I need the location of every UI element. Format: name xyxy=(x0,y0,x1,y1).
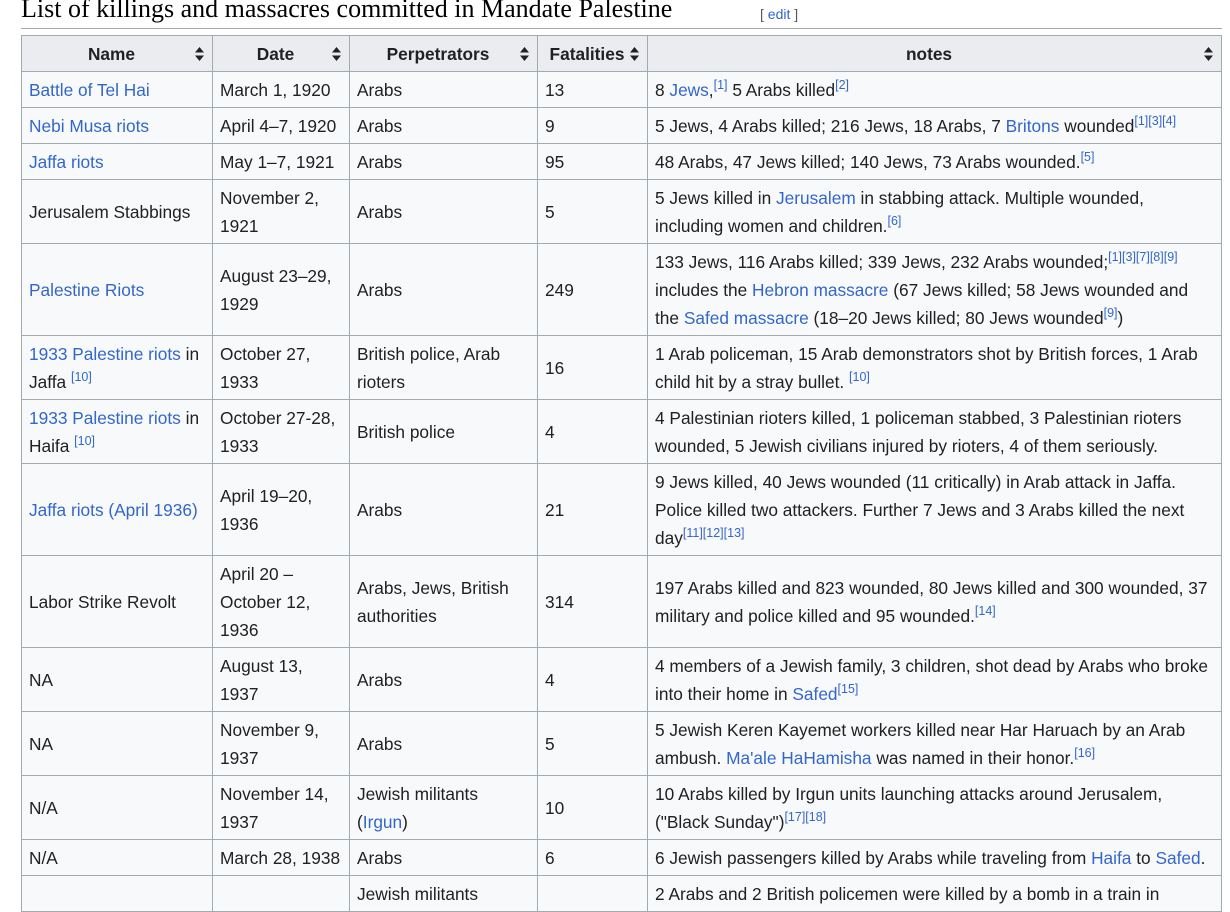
wiki-link[interactable]: Jerusalem xyxy=(776,187,856,208)
name-cell xyxy=(22,108,213,144)
citation-link[interactable]: [14] xyxy=(974,603,996,618)
fatalities-text: 13 xyxy=(545,79,565,100)
citation-link[interactable]: [11][12][13] xyxy=(682,525,745,540)
fatalities-text: 4 xyxy=(545,669,555,690)
name-cell xyxy=(22,840,213,876)
cell-text: N/A xyxy=(29,797,58,818)
date-cell xyxy=(213,144,350,180)
column-header-label: Date xyxy=(256,43,295,64)
citation-link[interactable]: [6] xyxy=(887,213,902,228)
notes-cell xyxy=(648,648,1222,712)
cell-text: Jewish militants ( xyxy=(357,783,479,832)
fatalities-cell xyxy=(538,840,648,876)
cell-text: wounded xyxy=(1059,115,1135,136)
notes-cell xyxy=(648,244,1222,336)
cell-text: Arabs xyxy=(357,79,403,100)
sort-icon[interactable] xyxy=(1204,47,1213,61)
table-row xyxy=(22,840,1222,876)
cell-text: Jewish militants xyxy=(357,883,479,904)
cell-text: was named in their honor. xyxy=(871,747,1075,768)
date-text: August 13, 1937 xyxy=(220,655,303,704)
date-text: April 19–20, 1936 xyxy=(220,485,313,534)
cell-text: ) xyxy=(1117,307,1124,328)
fatalities-cell xyxy=(538,244,648,336)
perpetrators-cell xyxy=(350,108,538,144)
column-header-notes[interactable] xyxy=(648,36,1222,72)
cell-text: NA xyxy=(29,733,54,754)
date-text: March 28, 1938 xyxy=(220,847,341,868)
cell-text: (18–20 Jews killed; 80 Jews wounded xyxy=(808,307,1104,328)
fatalities-text: 21 xyxy=(545,499,565,520)
section-title: List of killings and massacres committed in Mandate Palestine xyxy=(21,0,673,23)
date-cell xyxy=(213,464,350,556)
cell-text: Arabs xyxy=(357,151,403,172)
table-row xyxy=(22,464,1222,556)
cell-text: 5 Jews killed in xyxy=(655,187,777,208)
column-header-label: Name xyxy=(87,43,136,64)
cell-text: 133 Jews, 116 Arabs killed; 339 Jews, 232 Arabs wounded; xyxy=(655,251,1109,272)
name-cell xyxy=(22,244,213,336)
cell-text: Arabs xyxy=(357,115,403,136)
date-text: October 27-28, 1933 xyxy=(220,407,336,456)
notes-cell xyxy=(648,840,1222,876)
column-header-date[interactable] xyxy=(213,36,350,72)
citation-link[interactable]: [17][18] xyxy=(784,809,827,824)
column-header-fatalities[interactable] xyxy=(538,36,648,72)
cell-text: Arabs xyxy=(357,847,403,868)
citation-link[interactable]: [1][3][7][8][9] xyxy=(1108,249,1178,264)
fatalities-text: 6 xyxy=(545,847,555,868)
table-row xyxy=(22,180,1222,244)
notes-cell xyxy=(648,876,1222,912)
sort-icon[interactable] xyxy=(630,47,639,61)
cell-text: 6 Jewish passengers killed by Arabs while traveling from xyxy=(655,847,1092,868)
cell-text: in Haifa xyxy=(29,407,200,456)
cell-text: in Jaffa xyxy=(29,343,200,392)
fatalities-text: 5 xyxy=(545,733,555,754)
notes-cell xyxy=(648,556,1222,648)
sort-icon[interactable] xyxy=(332,47,341,61)
wiki-link[interactable]: Haifa xyxy=(1091,847,1132,868)
cell-text: Arabs xyxy=(357,733,403,754)
cell-text: Arabs xyxy=(357,669,403,690)
perpetrators-cell xyxy=(350,464,538,556)
fatalities-cell xyxy=(538,108,648,144)
cell-text: Arabs xyxy=(357,201,403,222)
name-cell xyxy=(22,712,213,776)
wiki-link[interactable]: Nebi Musa riots xyxy=(29,115,150,136)
citation-link[interactable]: [15] xyxy=(837,681,859,696)
cell-text: 5 Arabs killed xyxy=(727,79,836,100)
cell-text: . xyxy=(1200,847,1206,868)
cell-text: British police xyxy=(357,421,455,442)
date-text: November 2, 1921 xyxy=(220,187,319,236)
wiki-link[interactable]: Safed xyxy=(792,683,838,704)
cell-text: includes the xyxy=(655,279,753,300)
name-cell xyxy=(22,144,213,180)
date-text: October 27, 1933 xyxy=(220,343,311,392)
date-text: April 20 – October 12, 1936 xyxy=(220,563,311,640)
killings-table xyxy=(21,35,1222,912)
date-text: April 4–7, 1920 xyxy=(220,115,337,136)
table-row xyxy=(22,556,1222,648)
wiki-link[interactable]: Ma'ale HaHamisha xyxy=(726,747,872,768)
fatalities-cell xyxy=(538,876,648,912)
table-body xyxy=(22,72,1222,912)
perpetrators-cell xyxy=(350,244,538,336)
cell-text: 2 Arabs and 2 British policemen were killed by a bomb in a train in xyxy=(655,883,1160,904)
perpetrators-cell xyxy=(350,400,538,464)
date-text: May 1–7, 1921 xyxy=(220,151,335,172)
fatalities-cell xyxy=(538,144,648,180)
wiki-link[interactable]: Jaffa riots (April 1936) xyxy=(29,499,198,520)
perpetrators-cell xyxy=(350,876,538,912)
cell-text: 9 Jews killed, 40 Jews wounded (11 critically) in Arab attack in Jaffa. Police killed two attackers. Further 7 Jews and 3 Arabs killed the next day xyxy=(655,471,1185,548)
edit-link[interactable]: edit xyxy=(767,6,791,22)
name-cell xyxy=(22,876,213,912)
notes-cell xyxy=(648,108,1222,144)
date-cell xyxy=(213,72,350,108)
table-row xyxy=(22,72,1222,108)
sort-icon[interactable] xyxy=(195,47,204,61)
date-cell xyxy=(213,776,350,840)
date-cell xyxy=(213,400,350,464)
citation-link[interactable]: [1][3][4] xyxy=(1134,113,1177,128)
cell-text: 8 xyxy=(655,79,670,100)
cell-text: Arabs xyxy=(357,499,403,520)
notes-cell xyxy=(648,464,1222,556)
cell-text: 4 members of a Jewish family, 3 children, shot dead by Arabs who broke into their home in xyxy=(655,655,1208,704)
fatalities-cell xyxy=(538,72,648,108)
name-cell xyxy=(22,648,213,712)
fatalities-text: 4 xyxy=(545,421,555,442)
wiki-link[interactable]: Battle of Tel Hai xyxy=(29,79,150,100)
name-cell xyxy=(22,180,213,244)
cell-text: (67 Jews killed; 58 Jews wounded and the xyxy=(655,279,1189,328)
fatalities-cell xyxy=(538,400,648,464)
date-cell xyxy=(213,840,350,876)
citation-link[interactable]: [10] xyxy=(849,369,870,384)
fatalities-cell xyxy=(538,776,648,840)
citation-link[interactable]: [2] xyxy=(835,77,850,92)
fatalities-cell xyxy=(538,464,648,556)
name-cell xyxy=(22,72,213,108)
name-cell xyxy=(22,336,213,400)
date-cell xyxy=(213,712,350,776)
perpetrators-cell xyxy=(350,776,538,840)
column-header-label: notes xyxy=(905,43,953,64)
name-cell xyxy=(22,776,213,840)
cell-text: ) xyxy=(402,811,408,832)
table-row xyxy=(22,648,1222,712)
notes-cell xyxy=(648,336,1222,400)
cell-text: 197 Arabs killed and 823 wounded, 80 Jews killed and 300 wounded, 37 military and police killed and 95 wounded. xyxy=(655,577,1208,626)
notes-cell xyxy=(648,776,1222,840)
date-text: November 9, 1937 xyxy=(220,719,319,768)
wiki-link[interactable]: Hebron massacre xyxy=(752,279,889,300)
perpetrators-cell xyxy=(350,556,538,648)
citation-link[interactable]: [10] xyxy=(70,369,92,384)
date-cell xyxy=(213,180,350,244)
table-row xyxy=(22,712,1222,776)
cell-text: Arabs xyxy=(357,279,403,300)
table-row xyxy=(22,144,1222,180)
name-cell xyxy=(22,464,213,556)
column-header-perpetrators[interactable] xyxy=(350,36,538,72)
perpetrators-cell xyxy=(350,648,538,712)
cell-text: 10 Arabs killed by Irgun units launching attacks around Jerusalem, ("Black Sunday") xyxy=(655,783,1163,832)
wiki-link[interactable]: Jews xyxy=(669,79,709,100)
perpetrators-cell xyxy=(350,144,538,180)
citation-link[interactable]: [9] xyxy=(1103,305,1118,320)
name-cell xyxy=(22,400,213,464)
cell-text: , xyxy=(708,79,714,100)
notes-cell xyxy=(648,400,1222,464)
perpetrators-cell xyxy=(350,72,538,108)
section-heading xyxy=(21,0,1222,29)
date-text: November 14, 1937 xyxy=(220,783,329,832)
date-cell xyxy=(213,244,350,336)
table-row xyxy=(22,108,1222,144)
citation-link[interactable]: [5] xyxy=(1080,149,1095,164)
fatalities-text: 10 xyxy=(545,797,565,818)
table-header-row xyxy=(22,36,1222,72)
perpetrators-cell xyxy=(350,840,538,876)
notes-cell xyxy=(648,72,1222,108)
fatalities-text: 16 xyxy=(545,357,565,378)
date-cell xyxy=(213,336,350,400)
wiki-link[interactable]: 1933 Palestine riots xyxy=(29,343,181,364)
column-header-name[interactable] xyxy=(22,36,213,72)
edit-bracket-open: [ xyxy=(760,6,768,22)
date-text: August 23–29, 1929 xyxy=(220,265,332,314)
citation-link[interactable]: [10] xyxy=(74,433,96,448)
cell-text: Arabs, Jews, British authorities xyxy=(357,577,509,626)
table-row xyxy=(22,400,1222,464)
wiki-link[interactable]: Irgun xyxy=(362,811,403,832)
fatalities-cell xyxy=(538,336,648,400)
citation-link[interactable]: [1] xyxy=(713,77,728,92)
date-cell xyxy=(213,108,350,144)
wiki-link[interactable]: Palestine Riots xyxy=(29,279,145,300)
perpetrators-cell xyxy=(350,336,538,400)
sort-icon[interactable] xyxy=(520,47,529,61)
cell-text: 4 Palestinian rioters killed, 1 policeman stabbed, 3 Palestinian rioters wounded, 5 Jewish civilians injured by rioters, 4 of them seriously. xyxy=(655,407,1182,456)
cell-text: Jerusalem Stabbings xyxy=(29,201,191,222)
notes-cell xyxy=(648,180,1222,244)
wiki-link[interactable]: Britons xyxy=(1005,115,1060,136)
column-header-label: Fatalities xyxy=(549,43,625,64)
fatalities-text: 5 xyxy=(545,201,555,222)
wiki-link[interactable]: Jaffa riots xyxy=(29,151,104,172)
cell-text: 1 Arab policeman, 15 Arab demonstrators shot by British forces, 1 Arab child hit by a stray bullet. xyxy=(655,343,1198,392)
fatalities-cell xyxy=(538,180,648,244)
notes-cell xyxy=(648,712,1222,776)
date-cell xyxy=(213,876,350,912)
cell-text: to xyxy=(1131,847,1156,868)
table-row xyxy=(22,336,1222,400)
fatalities-text: 314 xyxy=(545,591,574,612)
cell-text: NA xyxy=(29,669,54,690)
cell-text: in stabbing attack. Multiple wounded, including women and children. xyxy=(655,187,1144,236)
fatalities-cell xyxy=(538,712,648,776)
fatalities-text: 9 xyxy=(545,115,555,136)
notes-cell xyxy=(648,144,1222,180)
cell-text: 5 Jewish Keren Kayemet workers killed near Har Haruach by an Arab ambush. xyxy=(655,719,1186,768)
cell-text: British police, Arab rioters xyxy=(357,343,501,392)
table-row xyxy=(22,776,1222,840)
cell-text: 48 Arabs, 47 Jews killed; 140 Jews, 73 Arabs wounded. xyxy=(655,151,1081,172)
wiki-link[interactable]: Safed xyxy=(1155,847,1201,868)
edit-section xyxy=(760,6,798,22)
date-cell xyxy=(213,648,350,712)
date-text: March 1, 1920 xyxy=(220,79,331,100)
fatalities-cell xyxy=(538,556,648,648)
citation-link[interactable]: [16] xyxy=(1074,745,1096,760)
date-cell xyxy=(213,556,350,648)
wiki-link[interactable]: 1933 Palestine riots xyxy=(29,407,181,428)
cell-text: N/A xyxy=(29,847,58,868)
table-row xyxy=(22,876,1222,912)
name-cell xyxy=(22,556,213,648)
cell-text: 5 Jews, 4 Arabs killed; 216 Jews, 18 Arabs, 7 xyxy=(655,115,1006,136)
fatalities-text: 95 xyxy=(545,151,565,172)
wiki-link[interactable]: Safed massacre xyxy=(683,307,809,328)
fatalities-text: 249 xyxy=(545,279,574,300)
table-row xyxy=(22,244,1222,336)
cell-text: Labor Strike Revolt xyxy=(29,591,176,612)
perpetrators-cell xyxy=(350,180,538,244)
edit-bracket-close: ] xyxy=(790,6,799,22)
perpetrators-cell xyxy=(350,712,538,776)
column-header-label: Perpetrators xyxy=(386,43,490,64)
fatalities-cell xyxy=(538,648,648,712)
